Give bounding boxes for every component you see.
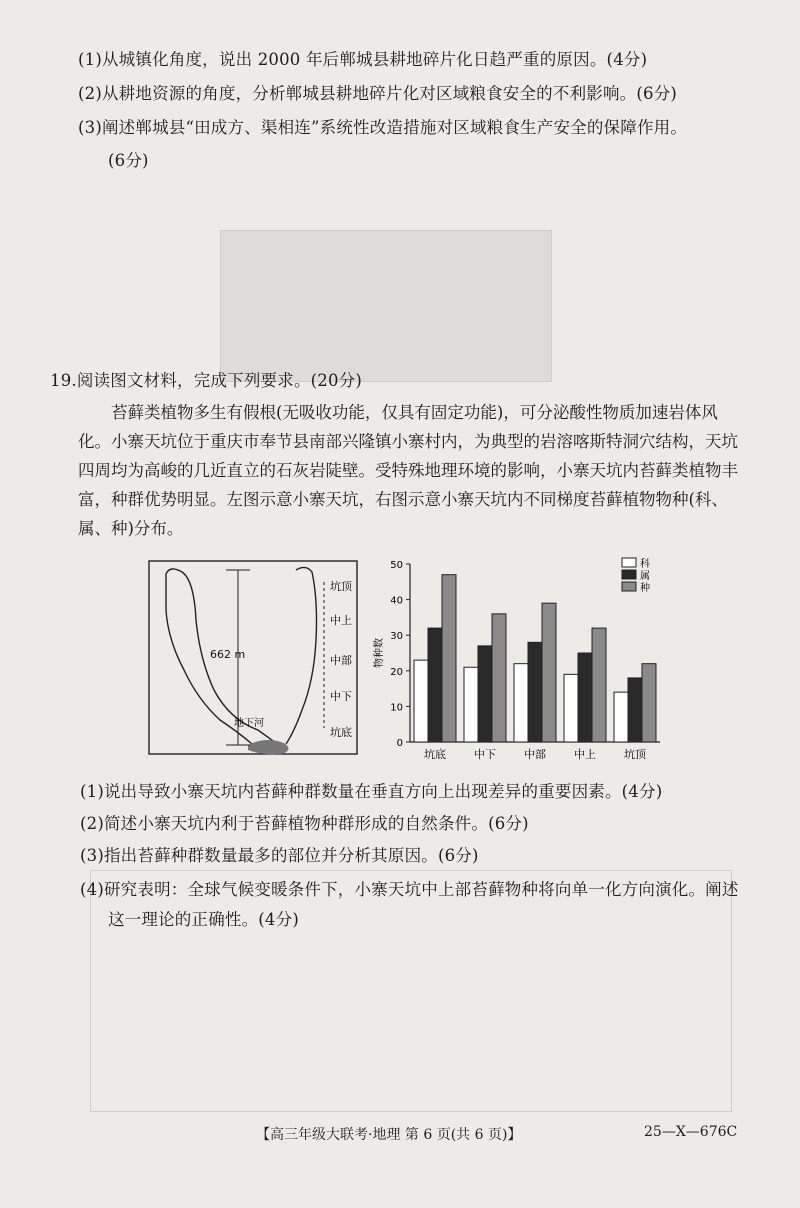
prev-question-3-score: (6分): [108, 151, 149, 170]
level-label-lower-middle: 中下: [330, 690, 352, 703]
level-label-middle: 中部: [330, 654, 352, 667]
bar-属: [628, 678, 642, 742]
x-tick-label: 中上: [574, 748, 596, 761]
q19-heading: 19.阅读图文材料，完成下列要求。(20分): [50, 371, 363, 390]
x-tick-label: 中部: [524, 748, 546, 761]
bar-种: [642, 664, 656, 742]
legend-label: 种: [640, 583, 650, 594]
bar-科: [514, 664, 528, 742]
bar-属: [578, 653, 592, 742]
bar-科: [614, 692, 628, 742]
bar-种: [542, 603, 556, 742]
sinkhole-wall-right: [286, 567, 317, 744]
y-tick-label: 10: [390, 702, 403, 714]
legend-label: 属: [640, 571, 650, 582]
bar-属: [528, 642, 542, 742]
prev-question-1: (1)从城镇化角度，说出 2000 年后郸城县耕地碎片化日趋严重的原因。(4分): [78, 50, 648, 69]
q19-material: 苔藓类植物多生有假根(无吸收功能，仅具有固定功能)，可分泌酸性物质加速岩体风化。小寨天坑位于重庆市奉节县南部兴隆镇小寨村内，为典型的岩溶喀斯特洞穴结构，天坑四周均为高峻的几近直立的石灰岩陡壁。受特殊地理环境的影响，小寨天坑内苔藓类植物丰富，种群优势明显。左图示意小寨天坑，右图示意小寨天坑内不同梯度苔藓植物物种(科、属、种)分布。: [78, 403, 738, 538]
q19-sub-3: (3)指出苔藓种群数量最多的部位并分析其原因。(6分): [80, 846, 479, 865]
species-bar-chart: [360, 552, 690, 767]
legend-swatch: [622, 582, 636, 591]
q19-sub-4-cont: 这一理论的正确性。(4分): [108, 910, 299, 929]
y-tick-label: 40: [390, 595, 403, 607]
legend-swatch: [622, 570, 636, 579]
y-tick-label: 0: [396, 738, 403, 749]
bleed-through-map: [220, 230, 552, 382]
y-tick-label: 30: [390, 631, 403, 643]
legend-label: 科: [640, 559, 650, 570]
depth-label: 662 m: [210, 648, 246, 661]
sinkhole-diagram: [148, 560, 358, 755]
bar-种: [592, 628, 606, 742]
y-tick-label: 50: [390, 560, 403, 571]
bar-种: [492, 614, 506, 742]
level-label-upper-middle: 中上: [330, 614, 352, 627]
bar-属: [478, 646, 492, 742]
q19-sub-4: (4)研究表明：全球气候变暖条件下，小寨天坑中上部苔藓物种将向单一化方向演化。阐述: [80, 880, 739, 899]
q19-sub-1: (1)说出导致小寨天坑内苔藓种群数量在垂直方向上出现差异的重要因素。(4分): [80, 782, 663, 801]
bar-种: [442, 575, 456, 742]
bar-科: [464, 667, 478, 742]
level-label-bottom: 坑底: [330, 726, 352, 739]
y-tick-label: 20: [390, 666, 403, 678]
x-tick-label: 坑顶: [624, 748, 646, 761]
page-footer: 【高三年级大联考·地理 第 6 页(共 6 页)】: [256, 1127, 522, 1143]
underground-river-shape: [248, 740, 289, 755]
chart-legend: [622, 557, 650, 594]
y-axis-label: 物种数: [374, 638, 385, 668]
chart-bars: [414, 575, 656, 742]
bar-科: [564, 674, 578, 742]
prev-question-3: (3)阐述郸城县“田成方、渠相连”系统性改造措施对区域粮食生产安全的保障作用。: [78, 118, 688, 137]
x-tick-label: 坑底: [424, 748, 446, 761]
bar-属: [428, 628, 442, 742]
x-tick-label: 中下: [474, 748, 496, 761]
q19-sub-2: (2)简述小寨天坑内利于苔藓植物种群形成的自然条件。(6分): [80, 814, 529, 833]
prev-question-2: (2)从耕地资源的角度，分析郸城县耕地碎片化对区域粮食安全的不利影响。(6分): [78, 84, 678, 103]
legend-swatch: [622, 558, 636, 567]
sinkhole-wall-left: [166, 569, 282, 754]
level-label-top: 坑顶: [330, 580, 352, 593]
exam-code: 25—X—676C: [644, 1124, 738, 1140]
river-label: 地下河: [234, 718, 264, 729]
bar-科: [414, 660, 428, 742]
